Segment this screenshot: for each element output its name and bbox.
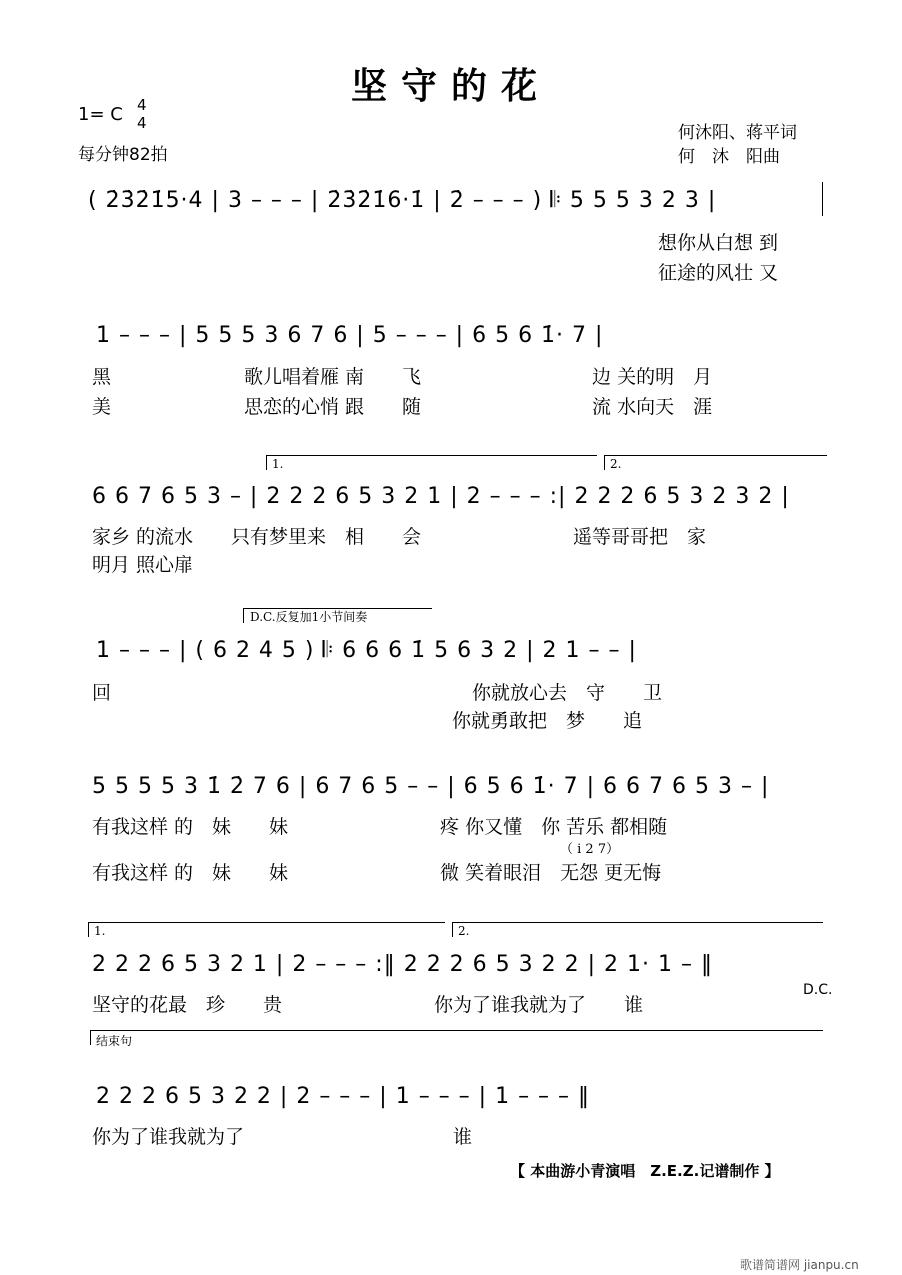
song-title: 坚守的花 <box>350 65 551 107</box>
volta-2-label-b: 2. <box>458 924 470 938</box>
notes-row-4: 1 – – – | ( 6 2 4 5 ) 𝄆 6 6 6 1̇ 5 6 3 2 | 2 1 – – | <box>96 638 637 663</box>
lyrics-row-1-verse-2: 征途的风壮 又 <box>658 262 779 284</box>
dc-interlude-note: D.C.反复加1小节间奏 <box>250 610 368 624</box>
lyrics-row-6-verse-1: 坚守的花最 珍 贵 你为了谁我就为了 谁 <box>92 994 644 1016</box>
notes-row-3: 6 6 7 6 5 3 – | 2 2 2 6 5 3 2 1 | 2 – – – :| 2 2 2 6 5 3 2 3 2 | <box>92 484 790 509</box>
key-signature: 1= C <box>78 104 123 125</box>
lyrics-row-5-verse-1: 有我这样 的 妹 妹 疼 你又懂 你 苦乐 都相随 <box>92 816 668 838</box>
notes-row-2: 1 – – – | 5 5 5 3 6 7 6 | 5 – – – | 6 5 6 1̇· 7 | <box>96 323 604 348</box>
lyrics-row-3-verse-1: 家乡 的流水 只有梦里来 相 会 遥等哥哥把 家 <box>92 526 707 548</box>
volta-1-label: 1. <box>272 457 284 471</box>
ending-label: 结束句 <box>96 1034 133 1048</box>
barline <box>822 182 823 216</box>
volta-1-bracket <box>266 455 597 470</box>
dc-marker: D.C. <box>803 982 833 998</box>
composer-credit: 何 沐 阳曲 <box>678 147 780 167</box>
notes-row-7: 2 2 2 6 5 3 2 2 | 2 – – – | 1 – – – | 1 – – – ‖ <box>96 1084 591 1109</box>
lyrics-row-1-verse-1: 想你从白想 到 <box>658 232 779 254</box>
lyrics-row-4-verse-1: 回 你就放心去 守 卫 <box>92 682 663 704</box>
lyrics-row-2-verse-2: 美 思恋的心悄 跟 随 流 水向天 涯 <box>92 396 713 418</box>
notes-row-5: 5 5 5 5 3 1̇ 2̇ 7 6 | 6 7 6 5 – – | 6 5 6 1̇· 7 | 6 6 7 6 5 3 – | <box>92 774 770 799</box>
lyrics-row-4-verse-2: 你就勇敢把 梦 追 <box>452 710 643 732</box>
notes-row-6: 2 2 2 6 5 3 2 1 | 2 – – – :‖ 2 2 2 6 5 3 2 2 | 2 1· 1 – ‖ <box>92 952 713 977</box>
volta-2-label: 2. <box>610 457 622 471</box>
volta-1-bracket-b <box>88 922 445 937</box>
volta-1-label-b: 1. <box>94 924 106 938</box>
tempo-marking: 每分钟82拍 <box>78 145 168 165</box>
watermark: 歌谱简谱网 jianpu.cn <box>740 1258 859 1272</box>
lyrics-row-5-verse-2: 有我这样 的 妹 妹 微 笑着眼泪 无怨 更无悔 <box>92 862 662 884</box>
volta-2-bracket-b <box>452 922 823 937</box>
volta-2-bracket <box>604 455 827 470</box>
lyrics-row-3-verse-2: 明月 照心扉 <box>92 554 194 576</box>
ending-bracket <box>90 1030 823 1045</box>
lyrics-row-7-verse-1: 你为了谁我就为了 谁 <box>92 1126 473 1148</box>
time-signature-top: 4 <box>137 96 147 114</box>
time-signature-bottom: 4 <box>137 114 147 132</box>
grace-note-annotation: （ i 2 7） <box>560 842 620 857</box>
notes-row-1: ( 2̇3̇2̇1̇5·4 | 3 – – – | 2̇3̇2̇1̇6·1̇ | 2̇ – – – ) 𝄆 5 5 5 3 2 3 | <box>88 188 717 213</box>
footer-credit: 【 本曲游小青演唱 Z.E.Z.记谱制作 】 <box>510 1162 780 1180</box>
lyrics-row-2-verse-1: 黑 歌儿唱着雁 南 飞 边 关的明 月 <box>92 366 713 388</box>
lyricist-credit: 何沐阳、蒋平词 <box>678 123 797 143</box>
